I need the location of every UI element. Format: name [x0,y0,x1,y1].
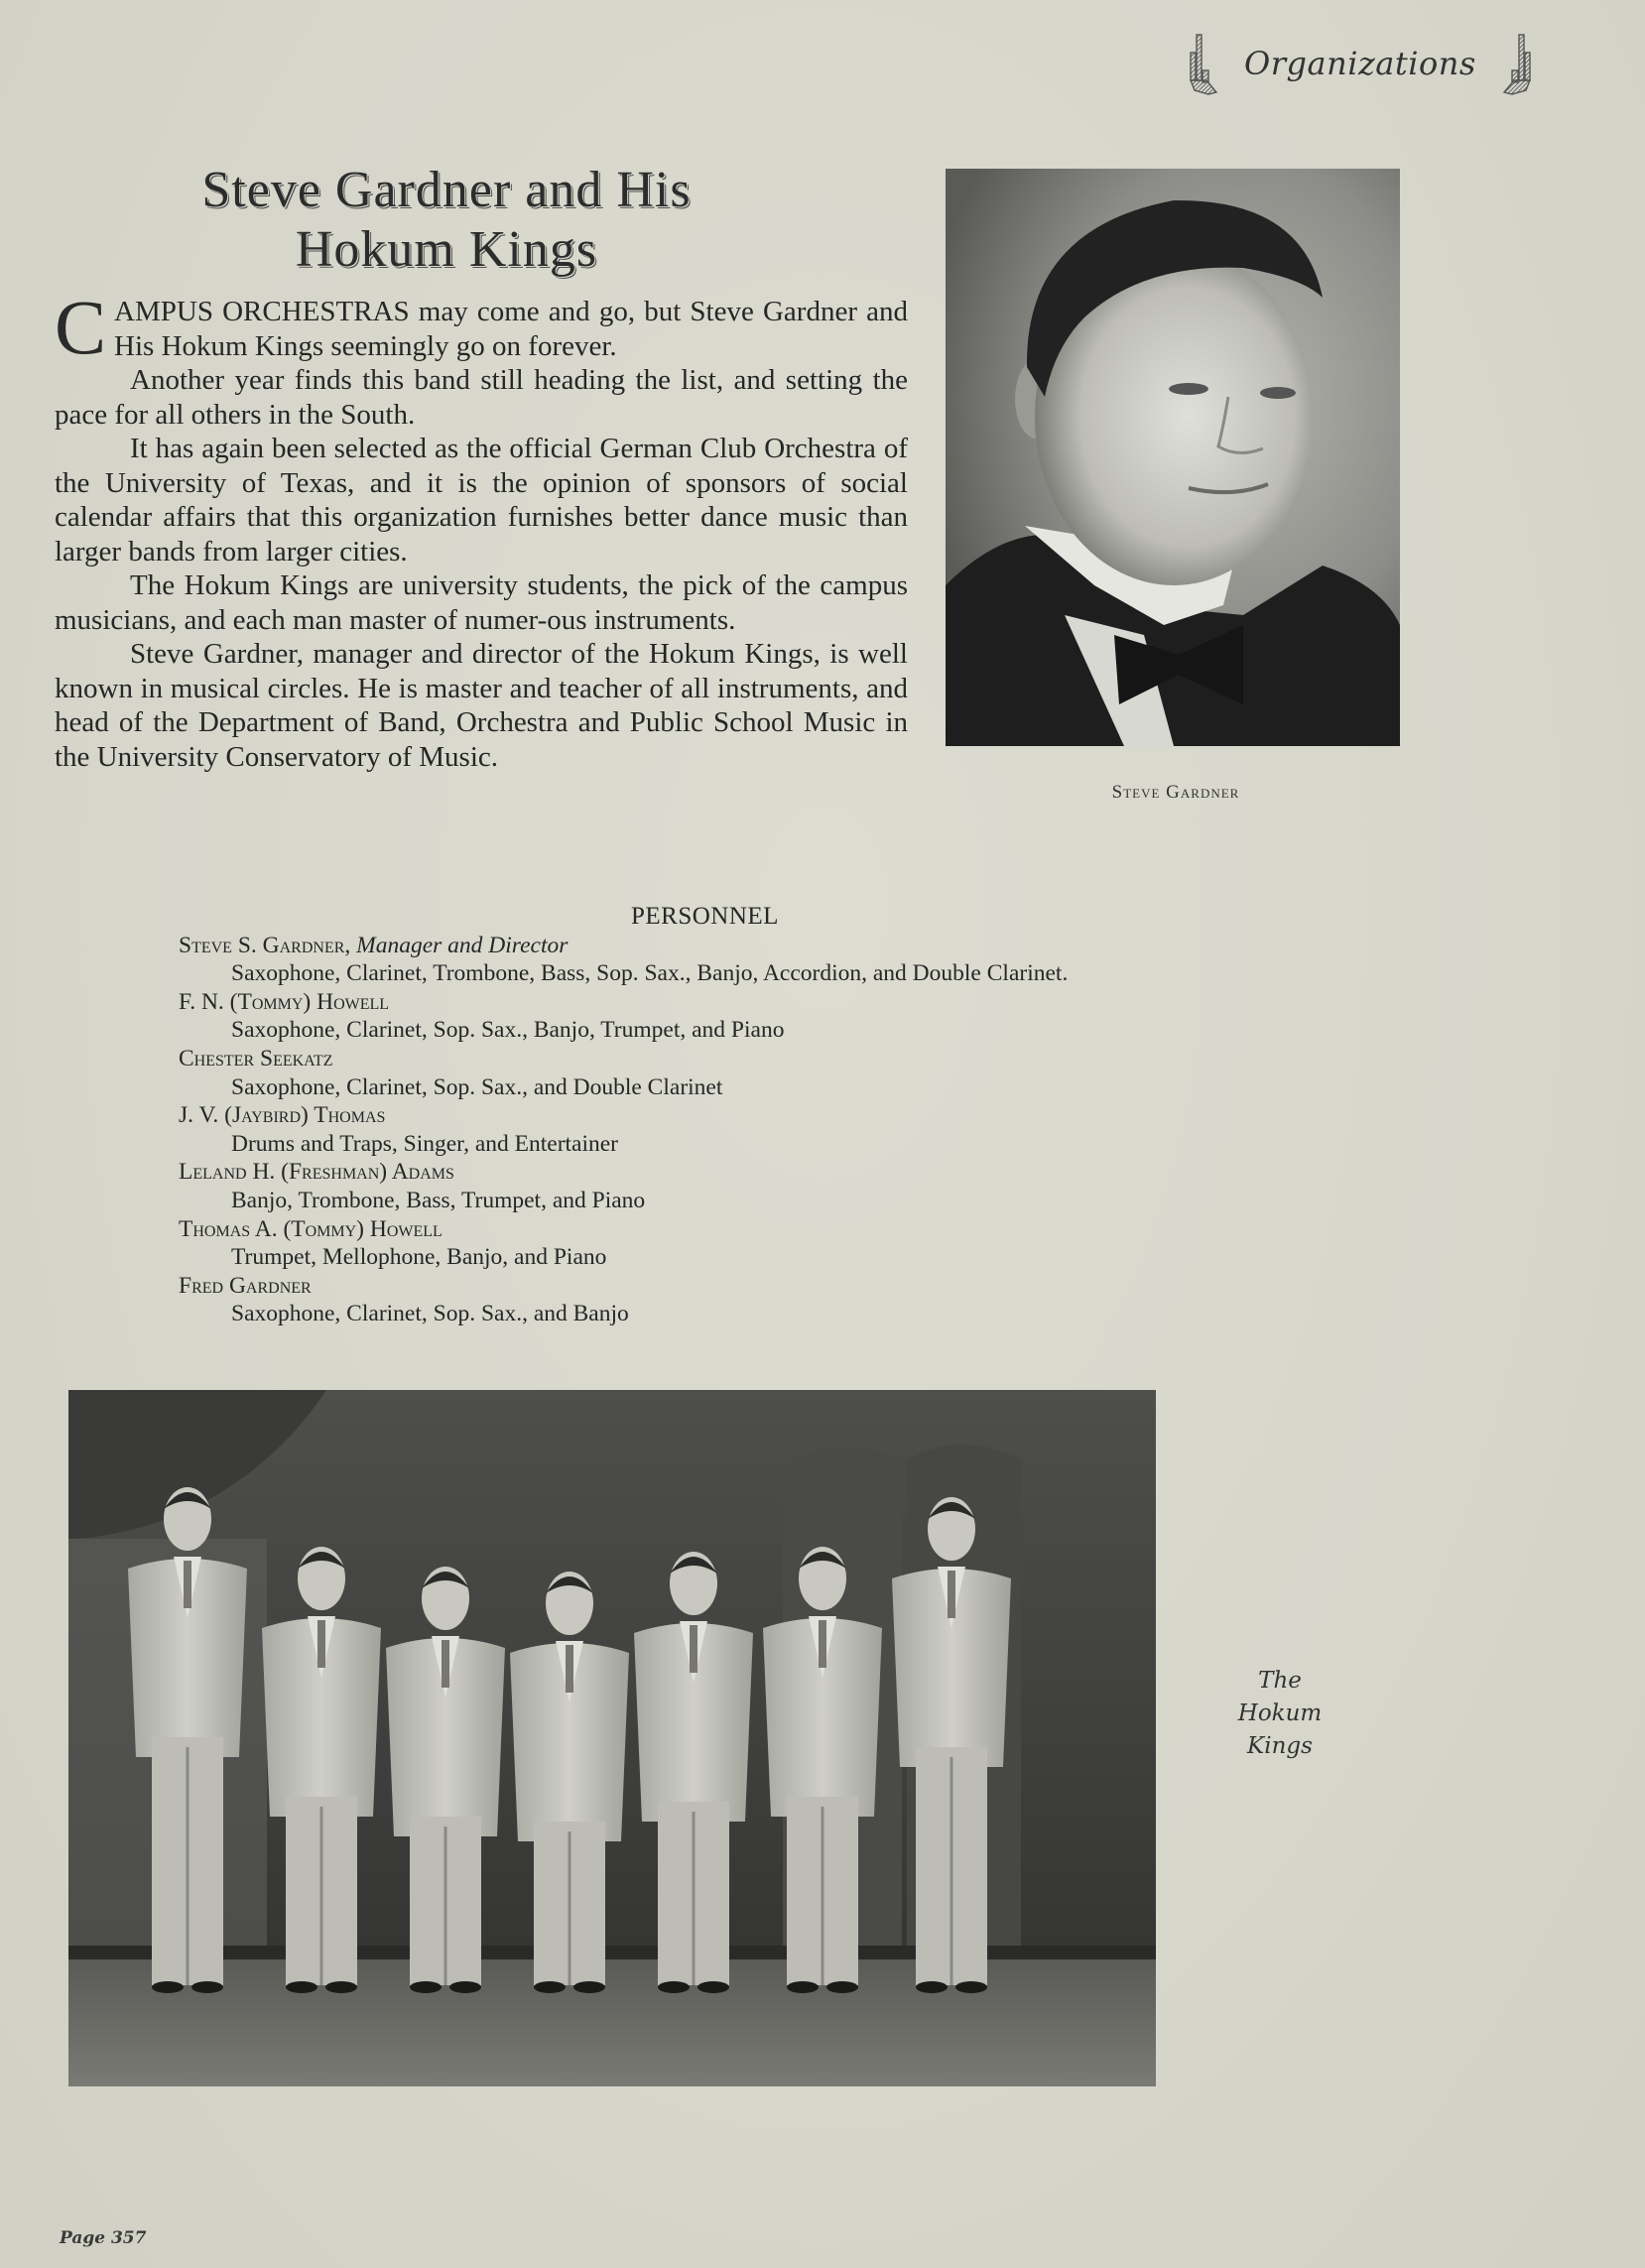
member-name-line: Steve S. Gardner, Manager and Director [179,932,569,958]
member-name-line [179,988,1320,1017]
section-title: Organizations [1244,45,1476,82]
caption-line-1: The [1258,1668,1302,1694]
personnel-member [179,1045,1320,1101]
hand-ornament-left-icon [1187,31,1226,96]
member-name: J. V. (Jaybird) Thomas [179,1102,386,1129]
hand-ornament-right-icon [1494,31,1534,96]
member-name: F. N. (Tommy) Howell [179,988,390,1015]
paragraph-3: It has again been selected as the official German Club Orchestra of the University of Texas, and it is the opinion of sponsors of social calendar affairs that this organization furnishes better dance music than larger bands from larger cities. [55,433,908,567]
member-instruments: Saxophone, Clarinet, Trombone, Bass, Sop. Sax., Banjo, Accordion, and Double Clarinet. [231,960,1069,987]
paragraph-4: The Hokum Kings are university students, the pick of the campus musicians, and each man master of numer-ous instruments. [55,569,908,636]
member-instruments: Saxophone, Clarinet, Sop. Sax., and Banjo [231,1301,629,1327]
personnel-member [179,1272,1320,1328]
member-name-line [179,1215,1320,1244]
paragraph-2: Another year finds this band still heading the list, and setting the pace for all others in the South. [55,364,908,431]
paragraph-5: Steve Gardner, manager and director of the Hokum Kings, is well known in musical circles. He is master and teacher of all instruments, and head of the Department of Band, Orchestra and Public School Music in the University Conservatory of Music. [55,638,908,773]
section-header [1187,28,1534,99]
member-role: Manager and Director [356,932,569,958]
caption-line-3: Kings [1247,1733,1313,1759]
personnel-member [179,1101,1320,1158]
personnel-members [179,932,1320,1328]
member-instruments: Saxophone, Clarinet, Sop. Sax., and Double Clarinet [231,1073,723,1100]
personnel-member [179,932,1320,988]
member-name-line [179,1101,1320,1130]
article-body [55,284,908,774]
personnel-member [179,1215,1320,1272]
portrait-caption: Steve Gardner [1111,782,1240,803]
member-instruments: Drums and Traps, Singer, and Entertainer [231,1130,619,1157]
portrait-image [946,169,1400,746]
member-name-line [179,1045,1320,1073]
member-name: Chester Seekatz [179,1045,333,1071]
member-name-line [179,1158,1320,1187]
paragraph-1: CAMPUS ORCHESTRAS may come and go, but Steve Gardner and His Hokum Kings seemingly go on forever. [55,284,908,370]
caption-line-2: Hokum [1237,1701,1323,1726]
portrait-photo [946,169,1400,746]
personnel-member [179,1158,1320,1214]
member-name: Leland H. (Freshman) Adams [179,1159,454,1186]
member-name: Fred Gardner [179,1272,312,1299]
article-title-line-2: Hokum Kings [295,221,598,278]
article-title-line-1: Steve Gardner and His [201,162,692,218]
personnel-heading: PERSONNEL [631,903,779,930]
member-name-line [179,1272,1320,1301]
drop-cap: C [55,284,107,370]
member-instruments: Trumpet, Mellophone, Banjo, and Piano [231,1244,607,1271]
member-name: Thomas A. (Tommy) Howell [179,1215,443,1242]
personnel-list [179,903,1320,1328]
member-name: Steve S. Gardner [179,932,345,958]
group-photo-image [68,1390,1156,2086]
member-instruments: Saxophone, Clarinet, Sop. Sax., Banjo, Trumpet, and Piano [231,1017,785,1044]
group-photo-caption [1230,1665,1329,1763]
article-title [99,161,794,280]
personnel-member [179,988,1320,1045]
group-photo [68,1390,1156,2086]
member-instruments: Banjo, Trombone, Bass, Trumpet, and Piano [231,1187,646,1213]
page-number: Page 357 [60,2228,147,2248]
